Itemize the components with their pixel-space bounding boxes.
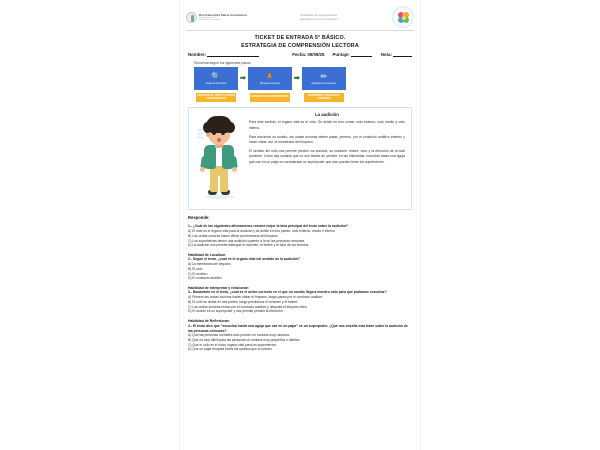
steps-lead-text: Recuerda seguir los siguientes pasos: (194, 61, 252, 66)
page-subtitle: ESTRATEGIA DE COMPRENSIÓN LECTORA (241, 43, 359, 50)
jacket-left (204, 145, 216, 169)
motto-line-1: "Anclados en la esperanza, (300, 12, 338, 17)
score-input[interactable] (351, 52, 372, 57)
petal-center (402, 16, 406, 20)
reading-steps-diagram (180, 57, 420, 102)
date-value: 05/09/25 (307, 52, 325, 58)
step-box-2 (248, 67, 292, 90)
question-1-option-a[interactable]: A) El oído es el órgano vital para la audición y se divide en tres partes: oído externo, medio e interno. (188, 229, 336, 234)
question-2-skill: Habilidad de Localizar: (188, 252, 227, 257)
passage-title: La audición (315, 112, 339, 118)
worksheet-sheet (180, 0, 420, 450)
magnifier-icon: 🔍 (211, 71, 221, 81)
question-3-option-d[interactable]: D) El sonido es un superpoder y nos permite percibir la dirección. (188, 309, 284, 314)
question-2 (188, 253, 412, 281)
name-label: Nombre: (188, 52, 207, 58)
sound-wave-3 (197, 137, 204, 139)
document-header (180, 0, 420, 30)
question-1-option-d[interactable]: D) La audición nos permite distinguir el volumen, el timbre y el tono de los sonidos. (188, 243, 310, 248)
passage-paragraph-2: Para escuchar un sonido, las ondas sonoras deben pasar, primero, por el conducto auditivo externo y hacer vibrar, así, la membrana del tímpano. (249, 134, 405, 144)
name-field (188, 52, 259, 57)
questions-section (180, 210, 420, 352)
question-3-stem: 3.- Basándote en el texto, ¿cuál es el orden correcto en el que un sonido llega a nuestro oído para que podamos escuchar? (188, 290, 387, 295)
institution-subtitle-2: Fundación Educacional (199, 19, 221, 21)
step-caption-1: Antes de la lectura (205, 81, 227, 85)
question-1-option-c[interactable]: C) Los superhéroes tienen una audición superior a la de las personas normales. (188, 238, 306, 243)
question-4-option-c[interactable]: C) Que el oído es el único órgano vital para los superhéroes. (188, 342, 277, 347)
question-2-stem: 2.- Según el texto, ¿cuál es el órgano vital del sentido de la audición? (188, 257, 300, 262)
boy-figure (197, 116, 241, 202)
grade-input[interactable] (393, 52, 412, 57)
step-box-3 (302, 67, 346, 90)
motto-line-2: peregrinos con los jóvenes". (300, 17, 339, 21)
institution-motto (300, 13, 339, 22)
institution-logo-icon (186, 12, 197, 23)
hand-right (232, 167, 237, 172)
step-tag-2: SUBRAYAR IDEAS IMPORTANTES (250, 93, 290, 102)
reading-passage-card (188, 107, 412, 210)
question-4-option-b[interactable]: B) Que es muy difícil para las personas oír sonidos muy pequeños o débiles. (188, 338, 301, 343)
step-caption-2: Durante la lectura (260, 81, 280, 85)
question-3-option-b[interactable]: B) El oído se divide en tres partes, luego percibimos el volumen y el timbre. (188, 300, 299, 305)
question-1 (188, 224, 412, 248)
step-before-reading (194, 67, 238, 102)
question-2-option-a[interactable]: A) La membrana del tímpano (188, 262, 231, 267)
question-2-option-b[interactable]: B) El oído (188, 266, 203, 271)
score-label: Puntaje: (332, 52, 350, 58)
document-titles (180, 31, 420, 50)
step-after-reading (302, 67, 346, 102)
score-field (332, 52, 371, 57)
institution-text (199, 13, 247, 21)
name-input[interactable] (207, 52, 259, 57)
question-3-option-a[interactable]: A) Primero las ondas sonoras hacen vibrar el tímpano, luego pasan por el conducto auditivo. (188, 295, 324, 300)
steps-row (194, 67, 412, 102)
passage-text (249, 112, 407, 204)
pencil-icon: ✏ (320, 71, 328, 81)
hair-side-right (226, 122, 235, 133)
question-3-skill: Habilidad de Interpretar y relacionar: (188, 285, 250, 290)
questions-heading: Responde: (188, 215, 210, 221)
step-box-1 (194, 67, 238, 90)
jacket-right (222, 145, 234, 169)
date-field (292, 52, 324, 57)
institution-name: Red Educativa María Auxiliadora (199, 13, 247, 17)
page-title: TICKET DE ENTRADA 5° BÁSICO. (254, 35, 346, 41)
question-4-stem: 4.- El texto dice que "escuchar hasta una aguja que cae en un pajar" es un superpoder. ¿Qué nos enseña esta frase sobre la audición de las personas comunes? (188, 323, 408, 333)
question-2-option-c[interactable]: C) El cerebro (188, 271, 208, 276)
question-4 (188, 319, 412, 352)
question-4-skill: Habilidad de Reflexionar: (188, 319, 231, 324)
passage-paragraph-3: El sentido del oído nos permite percibir los sonidos, su volumen, timbre, tono y la dirección de la cual proviene. Como hay sonidos que no son fáciles de percibir, en las historietas, escuchar hasta una aguja que cae en un pajar es considerado un superpoder que sólo pueden tener los superhéroes. (249, 148, 405, 164)
pants-gap (218, 176, 220, 192)
grade-label: Nota: (380, 52, 392, 58)
passage-paragraph-1: Para este sentido, el órgano vital es el oído. Se divide en tres zonas: oído externo, oído medio y oído interno. (249, 120, 405, 130)
step-tag-1: EXPLORAR EL TEXTO Y ACTIVAR CONOCIMIENTOS (196, 93, 236, 102)
step-tag-3: RESPONDER Y REVISAR LO APRENDIDO (304, 93, 344, 102)
grade-field (381, 52, 412, 57)
institution-subtitle: Congregación CFS (199, 17, 217, 19)
sound-wave-2 (198, 133, 204, 135)
step-caption-3: Después de la lectura (311, 81, 336, 85)
question-2-option-d[interactable]: D) El conducto auditivo (188, 276, 222, 281)
date-label: Fecha: (292, 52, 307, 58)
student-fields-row (180, 50, 420, 57)
institution-branding (186, 12, 247, 23)
arrow-right-icon-1: ➡ (240, 75, 246, 83)
hand-left (200, 167, 205, 172)
ground-shadow (205, 195, 235, 199)
person-reading-icon: 🧍 (264, 71, 275, 81)
question-4-option-a[interactable]: A) Que las personas normales sólo pueden oír sonidos muy ruidosos. (188, 333, 290, 338)
boy-listening-illustration (191, 112, 247, 204)
question-4-option-d[interactable]: D) Que un pajar bloquea todos los sonidos que lo rodean. (188, 347, 273, 352)
question-1-stem: 1.- ¿Cuál de las siguientes afirmaciones resume mejor la idea principal del texto sobre la audición? (188, 224, 348, 229)
question-1-option-b[interactable]: B) Las ondas sonoras hacen vibrar la membrana del tímpano. (188, 233, 279, 238)
question-3 (188, 286, 412, 314)
pastoral-logo-icon (392, 6, 414, 28)
step-during-reading (248, 67, 292, 102)
arrow-right-icon-2: ➡ (293, 75, 300, 83)
question-3-option-c[interactable]: C) Las ondas sonoras entran por el conducto auditivo y después el tímpano vibra. (188, 304, 308, 309)
